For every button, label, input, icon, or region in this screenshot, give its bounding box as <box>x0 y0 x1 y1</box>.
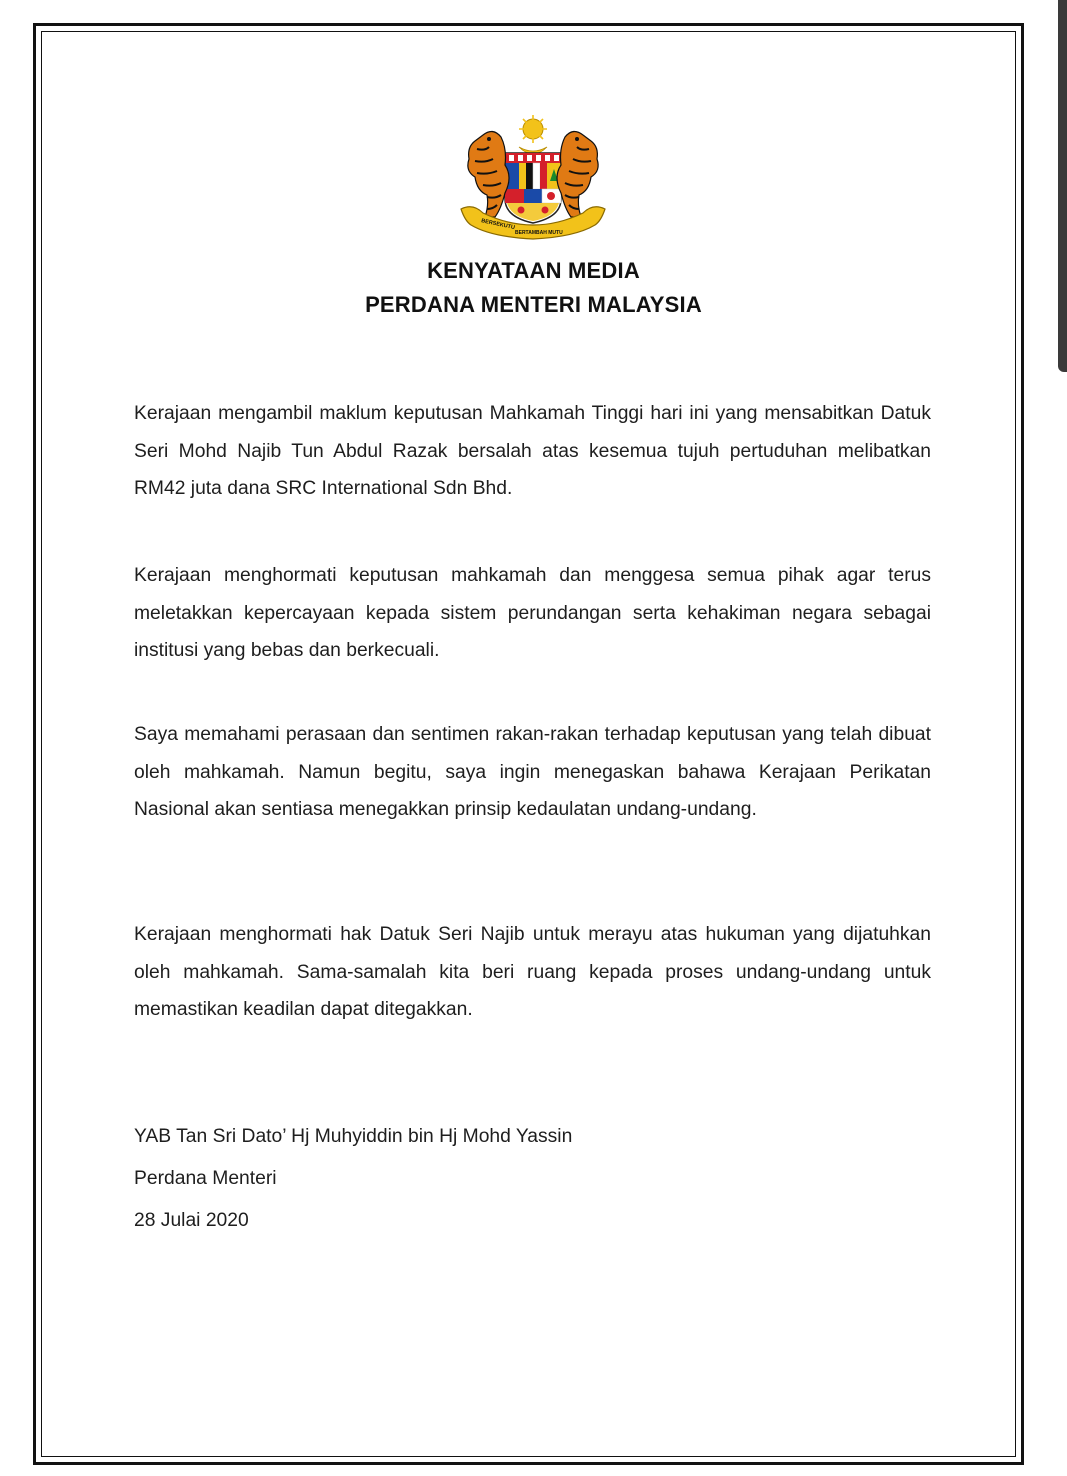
malaysia-coat-of-arms-icon <box>455 113 611 241</box>
motto-left-text: BERSEKUTU <box>480 218 516 232</box>
signatory-name: YAB Tan Sri Dato’ Hj Muhyiddin bin Hj Mohd Yassin <box>134 1126 573 1147</box>
heading-kenyataan-media: KENYATAAN MEDIA <box>427 258 640 283</box>
shield-icon <box>505 153 561 223</box>
paragraph: Kerajaan mengambil maklum keputusan Mahkamah Tinggi hari ini yang mensabitkan Datuk Seri Mohd Najib Tun Abdul Razak bersalah atas kesemua tujuh pertuduhan melibatkan RM42 juta dana SRC International Sdn Bhd. <box>134 403 931 499</box>
heading-perdana-menteri: PERDANA MENTERI MALAYSIA <box>365 292 702 317</box>
star-icon <box>519 115 547 143</box>
paragraph: Saya memahami perasaan dan sentimen rakan-rakan terhadap keputusan yang telah dibuat oleh mahkamah. Namun begitu, saya ingin menegaskan bahawa Kerajaan Perikatan Nasional akan sentiasa menegakkan prinsip kedaulatan undang-undang. <box>134 724 931 820</box>
left-tiger-icon <box>468 131 509 217</box>
right-tiger-icon <box>557 131 598 217</box>
signatory-title: Perdana Menteri <box>134 1168 277 1189</box>
paragraph: Kerajaan menghormati hak Datuk Seri Najib untuk merayu atas hukuman yang dijatuhkan oleh mahkamah. Sama-samalah kita beri ruang kepada proses undang-undang untuk memastikan keadilan dapat ditegakkan. <box>134 924 931 1020</box>
paragraph: Kerajaan menghormati keputusan mahkamah dan menggesa semua pihak agar terus meletakkan kepercayaan kepada sistem perundangan serta kehakiman negara sebagai institusi yang bebas dan berkecuali. <box>134 565 931 661</box>
motto-right-text: BERTAMBAH MUTU <box>515 230 563 236</box>
statement-date: 28 Julai 2020 <box>134 1210 249 1231</box>
